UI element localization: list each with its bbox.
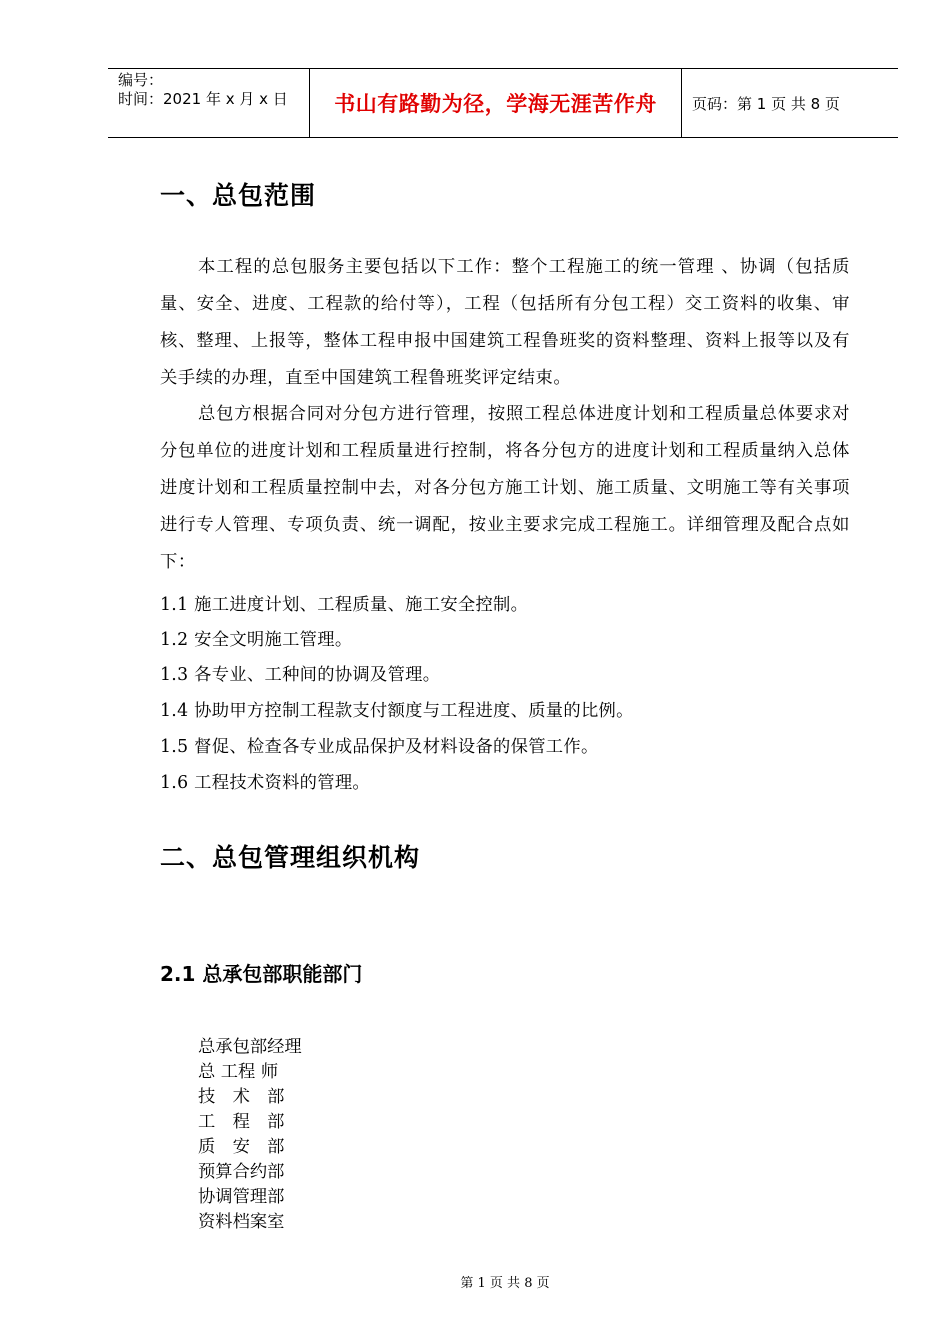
page-footer: 第 1 页 共 8 页 xyxy=(460,1276,550,1291)
list-item: 1.4 协助甲方控制工程款支付额度与工程进度、质量的比例。 xyxy=(160,701,634,721)
department-item: 资料档案室 xyxy=(198,1212,285,1232)
department-item: 预算合约部 xyxy=(198,1162,285,1182)
department-item: 工 程 部 xyxy=(198,1112,285,1132)
section1-title: 一、总包范围 xyxy=(160,181,317,210)
list-item: 1.3 各专业、工种间的协调及管理。 xyxy=(160,665,441,685)
time-label: 时间：2021 年 x 月 x 日 xyxy=(118,90,288,108)
document-header xyxy=(108,68,898,138)
section1-paragraph: 本工程的总包服务主要包括以下工作：整个工程施工的统一管理 、协调（包括质量、安全、进度、工程款的给付等），工程（包括所有分包工程）交工资料的收集、审核、整理、上报等，整体工程申报中国建筑工程鲁班奖的资料整理、资料上报等以及有关手续的办理，直至中国建筑工程鲁班奖评定结束。 xyxy=(160,257,850,388)
department-item: 协调管理部 xyxy=(198,1187,285,1207)
section2-subtitle: 2.1 总承包部职能部门 xyxy=(160,962,363,986)
list-item: 1.2 安全文明施工管理。 xyxy=(160,630,353,650)
section2-title: 二、总包管理组织机构 xyxy=(160,843,421,872)
department-item: 质 安 部 xyxy=(198,1137,285,1157)
header-motto: 书山有路勤为径，学海无涯苦作舟 xyxy=(334,92,657,116)
number-label: 编号： xyxy=(118,71,164,89)
header-page-info: 页码：第 1 页 共 8 页 xyxy=(692,94,840,113)
list-item: 1.1 施工进度计划、工程质量、施工安全控制。 xyxy=(160,595,529,615)
department-item: 总承包部经理 xyxy=(198,1037,302,1057)
list-item: 1.6 工程技术资料的管理。 xyxy=(160,773,370,793)
department-item: 技 术 部 xyxy=(198,1087,285,1107)
list-item: 1.5 督促、检查各专业成品保护及材料设备的保管工作。 xyxy=(160,737,599,757)
section1-paragraph: 总包方根据合同对分包方进行管理，按照工程总体进度计划和工程质量总体要求对分包单位的进度计划和工程质量进行控制，将各分包方的进度计划和工程质量纳入总体进度计划和工程质量控制中去，对各分包方施工计划、施工质量、文明施工等有关事项进行专人管理、专项负责、统一调配，按业主要求完成工程施工。详细管理及配合点如下： xyxy=(160,404,850,572)
header-meta xyxy=(118,71,306,109)
department-item: 总 工程 师 xyxy=(198,1062,279,1082)
header-divider xyxy=(681,69,682,137)
